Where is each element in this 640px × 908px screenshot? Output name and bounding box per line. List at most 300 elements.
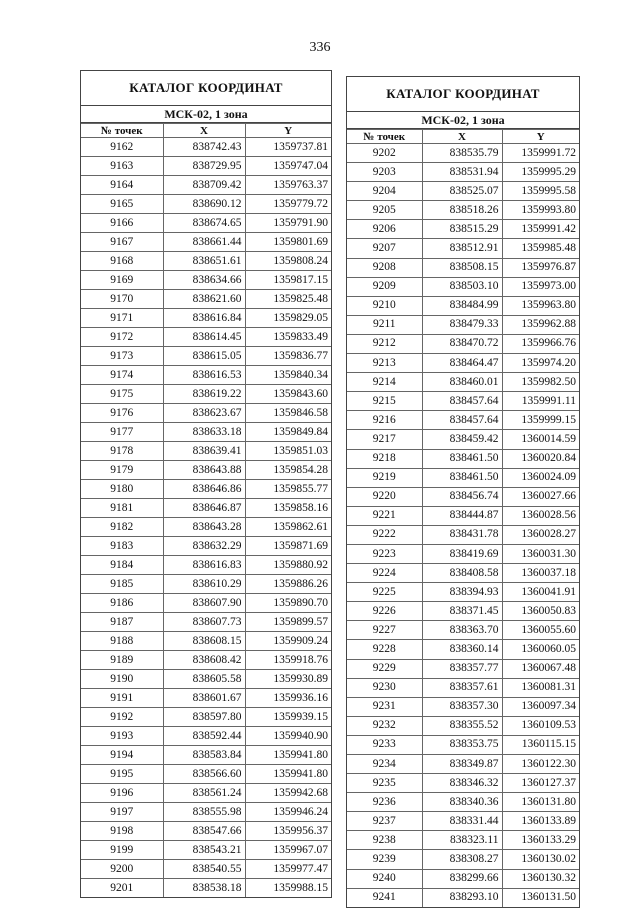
point-number-cell: 9223 [347, 544, 422, 563]
x-coordinate-cell: 838543.21 [163, 841, 245, 860]
point-number-cell: 9196 [81, 784, 163, 803]
x-coordinate-cell: 838360.14 [422, 640, 502, 659]
table-row [81, 651, 331, 670]
table-row [347, 373, 579, 392]
table-row [81, 366, 331, 385]
y-coordinate-cell: 1360067.48 [502, 659, 579, 678]
point-number-cell: 9179 [81, 461, 163, 480]
point-number-cell: 9201 [81, 879, 163, 898]
x-coordinate-cell: 838346.32 [422, 774, 502, 793]
x-coordinate-cell: 838623.67 [163, 404, 245, 423]
x-coordinate-cell: 838605.58 [163, 670, 245, 689]
x-coordinate-cell: 838621.60 [163, 290, 245, 309]
x-coordinate-cell: 838566.60 [163, 765, 245, 784]
x-coordinate-cell: 838371.45 [422, 602, 502, 621]
table-row [81, 385, 331, 404]
table-row [81, 252, 331, 271]
point-number-cell: 9216 [347, 411, 422, 430]
table-row [81, 309, 331, 328]
point-number-cell: 9189 [81, 651, 163, 670]
point-number-cell: 9197 [81, 803, 163, 822]
x-coordinate-cell: 838610.29 [163, 575, 245, 594]
x-coordinate-cell: 838690.12 [163, 195, 245, 214]
table-row [347, 640, 579, 659]
table-row [81, 594, 331, 613]
point-number-cell: 9177 [81, 423, 163, 442]
point-number-cell: 9220 [347, 487, 422, 506]
point-number-cell: 9210 [347, 296, 422, 315]
point-number-cell: 9207 [347, 239, 422, 258]
y-coordinate-cell: 1359871.69 [245, 537, 331, 556]
point-number-cell: 9181 [81, 499, 163, 518]
catalog-zone: МСК-02, 1 зона [81, 106, 331, 123]
table-row [81, 670, 331, 689]
table-row [81, 423, 331, 442]
y-coordinate-cell: 1360031.30 [502, 544, 579, 563]
x-coordinate-cell: 838729.95 [163, 157, 245, 176]
y-coordinate-cell: 1359808.24 [245, 252, 331, 271]
x-coordinate-cell: 838460.01 [422, 373, 502, 392]
point-number-cell: 9229 [347, 659, 422, 678]
point-number-cell: 9162 [81, 138, 163, 157]
table-row [347, 315, 579, 334]
y-coordinate-cell: 1359909.24 [245, 632, 331, 651]
point-number-cell: 9211 [347, 315, 422, 334]
x-coordinate-cell: 838525.07 [422, 182, 502, 201]
table-row [347, 354, 579, 373]
point-number-cell: 9182 [81, 518, 163, 537]
table-row [81, 499, 331, 518]
y-coordinate-cell: 1359747.04 [245, 157, 331, 176]
point-number-cell: 9241 [347, 888, 422, 907]
y-coordinate-cell: 1360133.29 [502, 831, 579, 850]
table-row [347, 774, 579, 793]
y-coordinate-cell: 1359991.42 [502, 220, 579, 239]
point-number-cell: 9173 [81, 347, 163, 366]
x-coordinate-cell: 838607.90 [163, 594, 245, 613]
x-coordinate-cell: 838608.42 [163, 651, 245, 670]
x-coordinate-cell: 838614.45 [163, 328, 245, 347]
header-point-number: № точек [81, 124, 163, 138]
y-coordinate-cell: 1360097.34 [502, 697, 579, 716]
table-row [81, 290, 331, 309]
x-coordinate-cell: 838540.55 [163, 860, 245, 879]
table-row [347, 392, 579, 411]
x-coordinate-cell: 838340.36 [422, 793, 502, 812]
y-coordinate-cell: 1360028.56 [502, 506, 579, 525]
catalog-zone: МСК-02, 1 зона [347, 112, 579, 129]
x-coordinate-cell: 838608.15 [163, 632, 245, 651]
point-number-cell: 9225 [347, 583, 422, 602]
x-coordinate-cell: 838408.58 [422, 564, 502, 583]
table-row [347, 697, 579, 716]
coordinates-table [347, 129, 579, 907]
point-number-cell: 9195 [81, 765, 163, 784]
y-coordinate-cell: 1359791.90 [245, 214, 331, 233]
y-coordinate-cell: 1359846.58 [245, 404, 331, 423]
x-coordinate-cell: 838619.22 [163, 385, 245, 404]
y-coordinate-cell: 1359941.80 [245, 746, 331, 765]
y-coordinate-cell: 1360130.02 [502, 850, 579, 869]
table-row [347, 735, 579, 754]
table-row [347, 678, 579, 697]
table-row [81, 271, 331, 290]
x-coordinate-cell: 838518.26 [422, 201, 502, 220]
table-row [347, 621, 579, 640]
x-coordinate-cell: 838639.41 [163, 442, 245, 461]
x-coordinate-cell: 838643.28 [163, 518, 245, 537]
table-row [347, 239, 579, 258]
point-number-cell: 9185 [81, 575, 163, 594]
table-row [81, 328, 331, 347]
table-header-row [347, 130, 579, 144]
y-coordinate-cell: 1359946.24 [245, 803, 331, 822]
x-coordinate-cell: 838583.84 [163, 746, 245, 765]
x-coordinate-cell: 838616.53 [163, 366, 245, 385]
x-coordinate-cell: 838592.44 [163, 727, 245, 746]
point-number-cell: 9168 [81, 252, 163, 271]
table-row [81, 214, 331, 233]
table-row [347, 430, 579, 449]
y-coordinate-cell: 1359779.72 [245, 195, 331, 214]
x-coordinate-cell: 838323.11 [422, 831, 502, 850]
x-coordinate-cell: 838299.66 [422, 869, 502, 888]
point-number-cell: 9163 [81, 157, 163, 176]
x-coordinate-cell: 838461.50 [422, 468, 502, 487]
table-row [81, 157, 331, 176]
point-number-cell: 9175 [81, 385, 163, 404]
x-coordinate-cell: 838331.44 [422, 812, 502, 831]
y-coordinate-cell: 1359976.87 [502, 258, 579, 277]
point-number-cell: 9199 [81, 841, 163, 860]
table-row [81, 803, 331, 822]
y-coordinate-cell: 1360133.89 [502, 812, 579, 831]
y-coordinate-cell: 1360014.59 [502, 430, 579, 449]
x-coordinate-cell: 838293.10 [422, 888, 502, 907]
x-coordinate-cell: 838431.78 [422, 525, 502, 544]
y-coordinate-cell: 1359862.61 [245, 518, 331, 537]
y-coordinate-cell: 1359942.68 [245, 784, 331, 803]
point-number-cell: 9226 [347, 602, 422, 621]
point-number-cell: 9174 [81, 366, 163, 385]
point-number-cell: 9166 [81, 214, 163, 233]
x-coordinate-cell: 838538.18 [163, 879, 245, 898]
point-number-cell: 9198 [81, 822, 163, 841]
table-row [347, 506, 579, 525]
table-row [347, 220, 579, 239]
point-number-cell: 9194 [81, 746, 163, 765]
y-coordinate-cell: 1359995.58 [502, 182, 579, 201]
table-row [347, 525, 579, 544]
y-coordinate-cell: 1359801.69 [245, 233, 331, 252]
y-coordinate-cell: 1359956.37 [245, 822, 331, 841]
y-coordinate-cell: 1359941.80 [245, 765, 331, 784]
y-coordinate-cell: 1359930.89 [245, 670, 331, 689]
table-row [347, 182, 579, 201]
x-coordinate-cell: 838461.50 [422, 449, 502, 468]
point-number-cell: 9183 [81, 537, 163, 556]
x-coordinate-cell: 838742.43 [163, 138, 245, 157]
table-row [81, 195, 331, 214]
x-coordinate-cell: 838353.75 [422, 735, 502, 754]
table-row [81, 689, 331, 708]
table-header-row [81, 124, 331, 138]
y-coordinate-cell: 1359854.28 [245, 461, 331, 480]
y-coordinate-cell: 1359939.15 [245, 708, 331, 727]
point-number-cell: 9221 [347, 506, 422, 525]
header-point-number: № точек [347, 130, 422, 144]
x-coordinate-cell: 838555.98 [163, 803, 245, 822]
y-coordinate-cell: 1359982.50 [502, 373, 579, 392]
point-number-cell: 9190 [81, 670, 163, 689]
point-number-cell: 9200 [81, 860, 163, 879]
table-row [347, 850, 579, 869]
table-row [81, 765, 331, 784]
table-row [81, 613, 331, 632]
x-coordinate-cell: 838484.99 [422, 296, 502, 315]
y-coordinate-cell: 1359993.80 [502, 201, 579, 220]
x-coordinate-cell: 838363.70 [422, 621, 502, 640]
y-coordinate-cell: 1360041.91 [502, 583, 579, 602]
point-number-cell: 9164 [81, 176, 163, 195]
table-row [81, 746, 331, 765]
x-coordinate-cell: 838479.33 [422, 315, 502, 334]
x-coordinate-cell: 838357.61 [422, 678, 502, 697]
point-number-cell: 9215 [347, 392, 422, 411]
x-coordinate-cell: 838535.79 [422, 144, 502, 163]
point-number-cell: 9203 [347, 163, 422, 182]
y-coordinate-cell: 1359829.05 [245, 309, 331, 328]
y-coordinate-cell: 1359763.37 [245, 176, 331, 195]
y-coordinate-cell: 1359977.47 [245, 860, 331, 879]
point-number-cell: 9231 [347, 697, 422, 716]
point-number-cell: 9202 [347, 144, 422, 163]
x-coordinate-cell: 838503.10 [422, 277, 502, 296]
point-number-cell: 9184 [81, 556, 163, 575]
x-coordinate-cell: 838615.05 [163, 347, 245, 366]
point-number-cell: 9187 [81, 613, 163, 632]
y-coordinate-cell: 1360131.80 [502, 793, 579, 812]
y-coordinate-cell: 1359840.34 [245, 366, 331, 385]
table-row [347, 334, 579, 353]
point-number-cell: 9208 [347, 258, 422, 277]
point-number-cell: 9224 [347, 564, 422, 583]
y-coordinate-cell: 1359940.90 [245, 727, 331, 746]
table-row [347, 544, 579, 563]
x-coordinate-cell: 838634.66 [163, 271, 245, 290]
y-coordinate-cell: 1359991.72 [502, 144, 579, 163]
y-coordinate-cell: 1359963.80 [502, 296, 579, 315]
table-row [81, 176, 331, 195]
point-number-cell: 9219 [347, 468, 422, 487]
point-number-cell: 9232 [347, 716, 422, 735]
coordinate-catalog-right [346, 76, 580, 908]
table-row [81, 784, 331, 803]
point-number-cell: 9227 [347, 621, 422, 640]
y-coordinate-cell: 1359849.84 [245, 423, 331, 442]
x-coordinate-cell: 838456.74 [422, 487, 502, 506]
y-coordinate-cell: 1359817.15 [245, 271, 331, 290]
table-row [347, 277, 579, 296]
y-coordinate-cell: 1359855.77 [245, 480, 331, 499]
y-coordinate-cell: 1359890.70 [245, 594, 331, 613]
y-coordinate-cell: 1359918.76 [245, 651, 331, 670]
table-row [81, 537, 331, 556]
point-number-cell: 9209 [347, 277, 422, 296]
table-row [347, 869, 579, 888]
coordinates-table [81, 123, 331, 897]
table-row [347, 449, 579, 468]
table-row [347, 564, 579, 583]
y-coordinate-cell: 1360127.37 [502, 774, 579, 793]
table-row [81, 841, 331, 860]
x-coordinate-cell: 838355.52 [422, 716, 502, 735]
y-coordinate-cell: 1359991.11 [502, 392, 579, 411]
y-coordinate-cell: 1360024.09 [502, 468, 579, 487]
table-row [347, 583, 579, 602]
y-coordinate-cell: 1360122.30 [502, 755, 579, 774]
point-number-cell: 9176 [81, 404, 163, 423]
y-coordinate-cell: 1360027.66 [502, 487, 579, 506]
x-coordinate-cell: 838357.30 [422, 697, 502, 716]
table-row [347, 812, 579, 831]
point-number-cell: 9180 [81, 480, 163, 499]
point-number-cell: 9169 [81, 271, 163, 290]
point-number-cell: 9178 [81, 442, 163, 461]
table-row [347, 487, 579, 506]
table-row [81, 480, 331, 499]
page-number: 336 [309, 40, 331, 55]
point-number-cell: 9214 [347, 373, 422, 392]
table-row [81, 442, 331, 461]
header-x: X [163, 124, 245, 138]
y-coordinate-cell: 1359737.81 [245, 138, 331, 157]
y-coordinate-cell: 1359843.60 [245, 385, 331, 404]
y-coordinate-cell: 1359833.49 [245, 328, 331, 347]
point-number-cell: 9222 [347, 525, 422, 544]
table-row [81, 822, 331, 841]
x-coordinate-cell: 838349.87 [422, 755, 502, 774]
y-coordinate-cell: 1359995.29 [502, 163, 579, 182]
point-number-cell: 9206 [347, 220, 422, 239]
table-row [81, 518, 331, 537]
x-coordinate-cell: 838459.42 [422, 430, 502, 449]
y-coordinate-cell: 1359999.15 [502, 411, 579, 430]
table-row [81, 556, 331, 575]
y-coordinate-cell: 1360028.27 [502, 525, 579, 544]
x-coordinate-cell: 838444.87 [422, 506, 502, 525]
table-row [347, 296, 579, 315]
x-coordinate-cell: 838709.42 [163, 176, 245, 195]
table-row [347, 888, 579, 907]
y-coordinate-cell: 1359973.00 [502, 277, 579, 296]
y-coordinate-cell: 1359967.07 [245, 841, 331, 860]
table-row [347, 831, 579, 850]
y-coordinate-cell: 1359886.26 [245, 575, 331, 594]
table-row [81, 860, 331, 879]
coordinate-catalog-left [80, 70, 332, 898]
table-row [81, 879, 331, 898]
y-coordinate-cell: 1359936.16 [245, 689, 331, 708]
y-coordinate-cell: 1360055.60 [502, 621, 579, 640]
point-number-cell: 9239 [347, 850, 422, 869]
y-coordinate-cell: 1359962.88 [502, 315, 579, 334]
y-coordinate-cell: 1360020.84 [502, 449, 579, 468]
table-row [81, 404, 331, 423]
y-coordinate-cell: 1360081.31 [502, 678, 579, 697]
x-coordinate-cell: 838661.44 [163, 233, 245, 252]
point-number-cell: 9235 [347, 774, 422, 793]
y-coordinate-cell: 1359974.20 [502, 354, 579, 373]
point-number-cell: 9238 [347, 831, 422, 850]
x-coordinate-cell: 838616.83 [163, 556, 245, 575]
table-row [347, 163, 579, 182]
table-row [81, 347, 331, 366]
point-number-cell: 9186 [81, 594, 163, 613]
x-coordinate-cell: 838651.61 [163, 252, 245, 271]
point-number-cell: 9236 [347, 793, 422, 812]
y-coordinate-cell: 1360037.18 [502, 564, 579, 583]
x-coordinate-cell: 838607.73 [163, 613, 245, 632]
y-coordinate-cell: 1359836.77 [245, 347, 331, 366]
x-coordinate-cell: 838457.64 [422, 392, 502, 411]
x-coordinate-cell: 838308.27 [422, 850, 502, 869]
table-row [81, 708, 331, 727]
table-row [347, 716, 579, 735]
table-row [347, 144, 579, 163]
x-coordinate-cell: 838394.93 [422, 583, 502, 602]
x-coordinate-cell: 838512.91 [422, 239, 502, 258]
x-coordinate-cell: 838547.66 [163, 822, 245, 841]
x-coordinate-cell: 838601.67 [163, 689, 245, 708]
x-coordinate-cell: 838616.84 [163, 309, 245, 328]
header-y: Y [245, 124, 331, 138]
x-coordinate-cell: 838508.15 [422, 258, 502, 277]
y-coordinate-cell: 1359880.92 [245, 556, 331, 575]
x-coordinate-cell: 838357.77 [422, 659, 502, 678]
x-coordinate-cell: 838632.29 [163, 537, 245, 556]
point-number-cell: 9228 [347, 640, 422, 659]
point-number-cell: 9193 [81, 727, 163, 746]
x-coordinate-cell: 838633.18 [163, 423, 245, 442]
point-number-cell: 9167 [81, 233, 163, 252]
y-coordinate-cell: 1359985.48 [502, 239, 579, 258]
x-coordinate-cell: 838531.94 [422, 163, 502, 182]
y-coordinate-cell: 1360060.05 [502, 640, 579, 659]
table-row [81, 727, 331, 746]
point-number-cell: 9192 [81, 708, 163, 727]
y-coordinate-cell: 1360109.53 [502, 716, 579, 735]
header-y: Y [502, 130, 579, 144]
table-row [347, 659, 579, 678]
point-number-cell: 9237 [347, 812, 422, 831]
point-number-cell: 9233 [347, 735, 422, 754]
table-row [81, 233, 331, 252]
y-coordinate-cell: 1359825.48 [245, 290, 331, 309]
y-coordinate-cell: 1360050.83 [502, 602, 579, 621]
table-row [347, 201, 579, 220]
x-coordinate-cell: 838457.64 [422, 411, 502, 430]
table-row [81, 575, 331, 594]
table-row [347, 755, 579, 774]
y-coordinate-cell: 1359851.03 [245, 442, 331, 461]
catalog-title: КАТАЛОГ КООРДИНАТ [347, 77, 579, 112]
y-coordinate-cell: 1360115.15 [502, 735, 579, 754]
x-coordinate-cell: 838643.88 [163, 461, 245, 480]
table-row [81, 461, 331, 480]
x-coordinate-cell: 838597.80 [163, 708, 245, 727]
point-number-cell: 9213 [347, 354, 422, 373]
